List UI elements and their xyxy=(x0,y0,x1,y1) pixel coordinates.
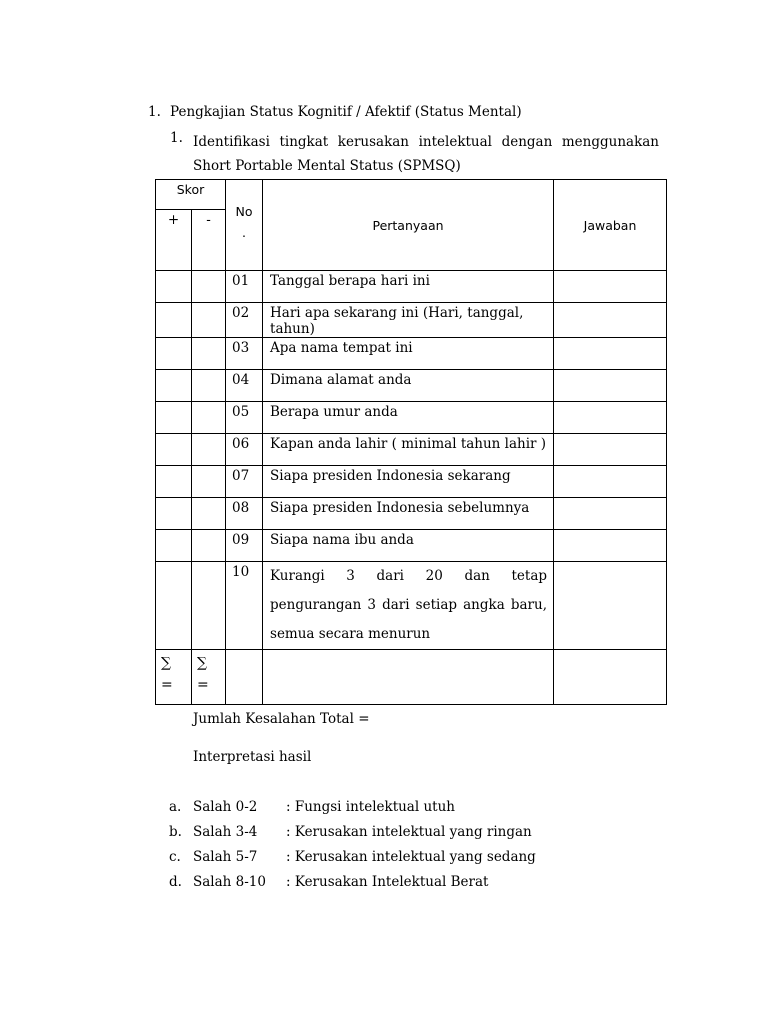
sum-symbol: ∑ xyxy=(197,655,207,671)
score-plus-cell[interactable] xyxy=(156,498,192,530)
question-number: 05 xyxy=(226,402,263,434)
table-row xyxy=(156,402,667,434)
question-text: Tanggal berapa hari ini xyxy=(263,271,554,303)
answer-cell[interactable] xyxy=(554,271,667,303)
score-minus-cell[interactable] xyxy=(192,562,226,650)
score-plus-cell[interactable] xyxy=(156,466,192,498)
table-row xyxy=(156,370,667,402)
minus-header: - xyxy=(192,210,226,271)
interp-description: : Kerusakan intelektual yang ringan xyxy=(286,824,532,840)
sum-symbol: ∑ xyxy=(161,655,171,671)
score-plus-cell[interactable] xyxy=(156,402,192,434)
spmsq-table xyxy=(155,179,667,705)
section-title: Pengkajian Status Kognitif / Afektif (Status Mental) xyxy=(170,104,522,120)
table-row xyxy=(156,303,667,338)
score-plus-cell[interactable] xyxy=(156,271,192,303)
question-number: 03 xyxy=(226,338,263,370)
score-plus-cell[interactable] xyxy=(156,338,192,370)
skor-header: Skor xyxy=(156,180,226,210)
score-minus-cell[interactable] xyxy=(192,402,226,434)
sum-empty-cell xyxy=(226,650,263,705)
interp-letter: b. xyxy=(169,824,182,840)
question-text: Siapa presiden Indonesia sebelumnya xyxy=(263,498,554,530)
jawaban-header: Jawaban xyxy=(554,180,667,271)
answer-cell[interactable] xyxy=(554,530,667,562)
interpretation-heading: Interpretasi hasil xyxy=(193,749,312,765)
sum-empty-cell xyxy=(263,650,554,705)
score-plus-cell[interactable] xyxy=(156,303,192,338)
no-header-label: No xyxy=(235,203,253,219)
question-text: Siapa presiden Indonesia sekarang xyxy=(263,466,554,498)
interp-range: Salah 3-4 xyxy=(193,824,258,840)
score-minus-cell[interactable] xyxy=(192,498,226,530)
question-number: 01 xyxy=(226,271,263,303)
answer-cell[interactable] xyxy=(554,466,667,498)
score-plus-cell[interactable] xyxy=(156,370,192,402)
sum-equals: = xyxy=(197,677,209,693)
pertanyaan-header: Pertanyaan xyxy=(263,180,554,271)
table-row xyxy=(156,530,667,562)
answer-cell[interactable] xyxy=(554,498,667,530)
subsection-number: 1. xyxy=(170,130,183,146)
score-plus-cell[interactable] xyxy=(156,562,192,650)
table-row xyxy=(156,466,667,498)
sum-minus-cell[interactable] xyxy=(192,650,226,705)
question-text: Berapa umur anda xyxy=(263,402,554,434)
sum-empty-cell xyxy=(554,650,667,705)
sum-row xyxy=(156,650,667,705)
no-header-dot: . xyxy=(242,224,246,240)
interp-description: : Kerusakan intelektual yang sedang xyxy=(286,849,536,865)
score-plus-cell[interactable] xyxy=(156,530,192,562)
score-plus-cell[interactable] xyxy=(156,434,192,466)
question-text: Kurangi 3 dari 20 dan tetap pengurangan 3 dari setiap angka baru, semua secara menurun xyxy=(263,562,554,650)
score-minus-cell[interactable] xyxy=(192,303,226,338)
question-number: 04 xyxy=(226,370,263,402)
table-row xyxy=(156,434,667,466)
question-text: Dimana alamat anda xyxy=(263,370,554,402)
answer-cell[interactable] xyxy=(554,434,667,466)
answer-cell[interactable] xyxy=(554,303,667,338)
table-row xyxy=(156,338,667,370)
question-number: 06 xyxy=(226,434,263,466)
section-number: 1. xyxy=(148,104,161,120)
table-row xyxy=(156,271,667,303)
sum-plus-cell[interactable] xyxy=(156,650,192,705)
question-number: 08 xyxy=(226,498,263,530)
question-number: 02 xyxy=(226,303,263,338)
score-minus-cell[interactable] xyxy=(192,338,226,370)
answer-cell[interactable] xyxy=(554,562,667,650)
score-minus-cell[interactable] xyxy=(192,466,226,498)
answer-cell[interactable] xyxy=(554,338,667,370)
interp-letter: d. xyxy=(169,874,182,890)
subsection-title: Identifikasi tingkat kerusakan intelektual dengan menggunakan Short Portable Mental Status (SPMSQ) xyxy=(193,134,659,174)
score-minus-cell[interactable] xyxy=(192,530,226,562)
table-row xyxy=(156,562,667,650)
score-minus-cell[interactable] xyxy=(192,370,226,402)
total-errors-label: Jumlah Kesalahan Total = xyxy=(193,711,370,727)
answer-cell[interactable] xyxy=(554,370,667,402)
interp-range: Salah 5-7 xyxy=(193,849,258,865)
interp-description: : Kerusakan Intelektual Berat xyxy=(286,874,489,890)
no-header xyxy=(226,180,263,271)
interp-range: Salah 8-10 xyxy=(193,874,266,890)
question-text: Siapa nama ibu anda xyxy=(263,530,554,562)
interp-range: Salah 0-2 xyxy=(193,799,258,815)
answer-cell[interactable] xyxy=(554,402,667,434)
question-text: Hari apa sekarang ini (Hari, tanggal, tahun) xyxy=(263,303,554,338)
score-minus-cell[interactable] xyxy=(192,434,226,466)
table-row xyxy=(156,498,667,530)
sum-equals: = xyxy=(161,677,173,693)
score-minus-cell[interactable] xyxy=(192,271,226,303)
interp-letter: c. xyxy=(169,849,181,865)
question-text: Kapan anda lahir ( minimal tahun lahir ) xyxy=(263,434,554,466)
question-number: 09 xyxy=(226,530,263,562)
interp-letter: a. xyxy=(169,799,182,815)
plus-header: + xyxy=(156,210,192,271)
question-number: 07 xyxy=(226,466,263,498)
question-text: Apa nama tempat ini xyxy=(263,338,554,370)
interp-description: : Fungsi intelektual utuh xyxy=(286,799,455,815)
question-number: 10 xyxy=(226,562,263,650)
